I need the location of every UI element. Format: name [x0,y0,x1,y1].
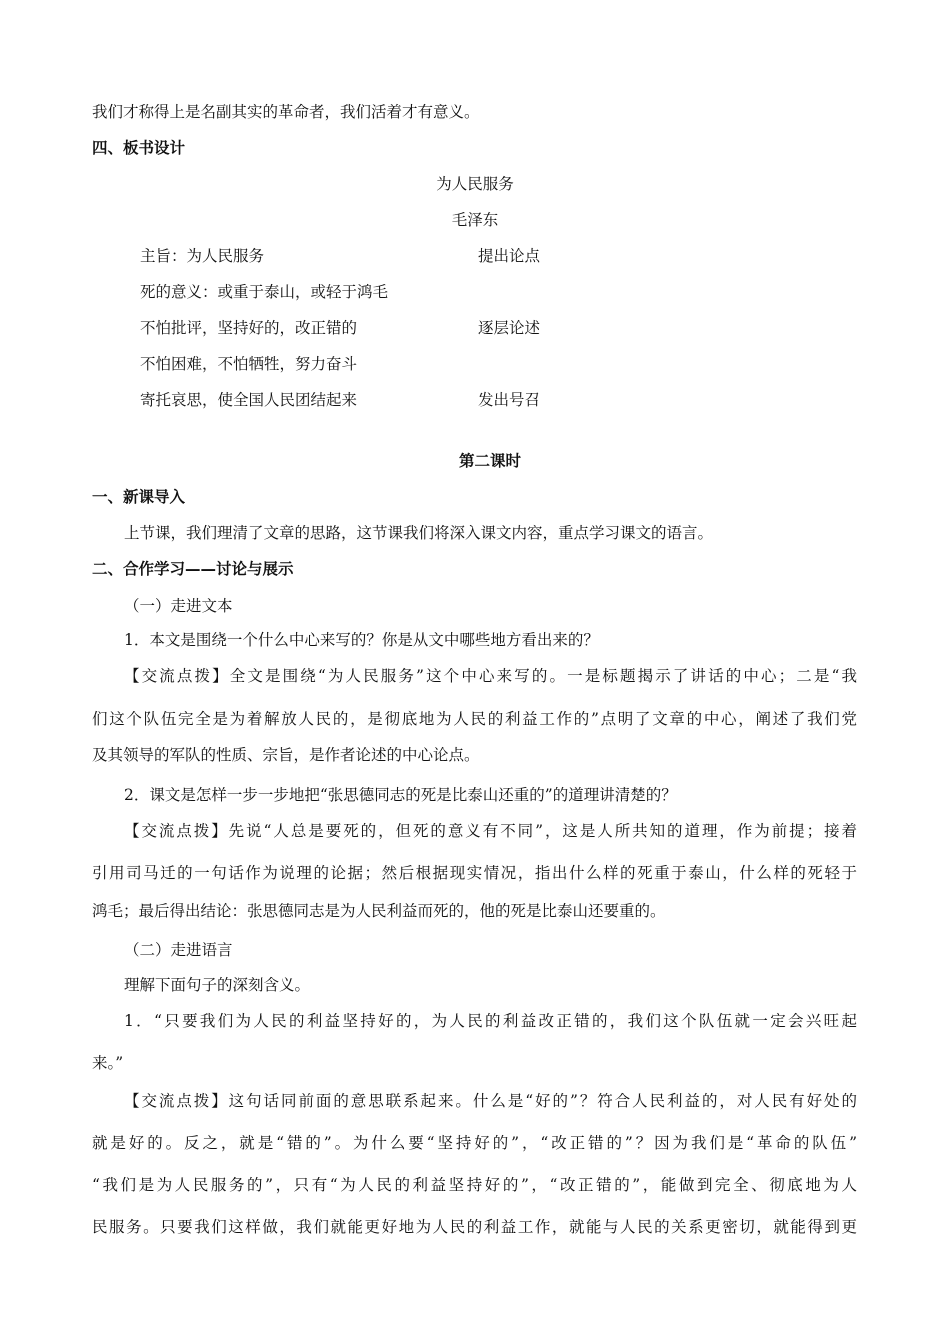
answer-2-line: 引用司马迁的一句话作为说理的论据；然后根据现实情况，指出什么样的死重于泰山，什么样的死轻于 [92,864,857,882]
paragraph-continuation: 我们才称得上是名副其实的革命者，我们活着才有意义。 [92,103,480,121]
section-heading-cooperative-learning: 二、合作学习——讨论与展示 [92,560,294,578]
question-1: 1．本文是围绕一个什么中心来写的？你是从文中哪些地方看出来的？ [124,631,599,649]
answer-1-line: 及其领导的军队的性质、宗旨，是作者论述的中心论点。 [92,746,480,764]
board-row-left: 主旨：为人民服务 [140,247,265,265]
section-heading-intro: 一、新课导入 [92,488,186,506]
sentence-1-line: 1．“只要我们为人民的利益坚持好的，为人民的利益改正错的，我们这个队伍就一定会兴旺起 [124,1012,857,1030]
subsection-heading-language: （二）走进语言 [124,941,233,959]
answer-3-line: 【交流点拨】这句话同前面的意思联系起来。什么是“好的”？符合人民利益的，对人民有好处的 [124,1092,857,1110]
board-row-right: 逐层论述 [478,319,541,337]
board-row-left: 寄托哀思，使全国人民团结起来 [140,391,358,409]
section-heading-board-design: 四、板书设计 [92,139,186,157]
answer-1-line: 【交流点拨】全文是围绕“为人民服务”这个中心来写的。一是标题揭示了讲话的中心；二是“我 [124,667,857,685]
sentence-1-line: 来。” [92,1054,124,1072]
task-instruction: 理解下面句子的深刻含义。 [124,976,311,994]
board-row-left: 不怕困难，不怕牺牲，努力奋斗 [140,355,358,373]
board-row-left: 不怕批评，坚持好的，改正错的 [140,319,358,337]
answer-3-line: 就是好的。反之，就是“错的”。为什么要“坚持好的”，“改正错的”？因为我们是“革命的队伍” [92,1134,857,1152]
question-2: 2．课文是怎样一步一步地把“张思德同志的死是比泰山还重的”的道理讲清楚的？ [124,786,677,804]
answer-1-line: 们这个队伍完全是为着解放人民的，是彻底地为人民的利益工作的”点明了文章的中心，阐述了我们党 [92,710,857,728]
lesson-title: 第二课时 [458,452,521,470]
board-row-right: 发出号召 [478,391,541,409]
subsection-heading-text: （一）走进文本 [124,597,233,615]
answer-2-line: 【交流点拨】先说“人总是要死的，但死的意义有不同”，这是人所共知的道理，作为前提；接着 [124,822,857,840]
answer-3-line: 民服务。只要我们这样做，我们就能更好地为人民的利益工作，就能与人民的关系更密切，就能得到更 [92,1218,857,1236]
board-row-right: 提出论点 [478,247,541,265]
board-row-left: 死的意义：或重于泰山，或轻于鸿毛 [140,283,389,301]
board-author: 毛泽东 [451,211,499,229]
answer-3-line: “我们是为人民服务的”，只有“为人民的利益坚持好的”，“改正错的”，能做到完全、彻底地为人 [92,1176,857,1194]
answer-2-line: 鸿毛；最后得出结论：张思德同志是为人民利益而死的，他的死是比泰山还要重的。 [92,902,666,920]
board-title: 为人民服务 [436,175,514,193]
intro-paragraph: 上节课，我们理清了文章的思路，这节课我们将深入课文内容，重点学习课文的语言。 [124,524,714,542]
